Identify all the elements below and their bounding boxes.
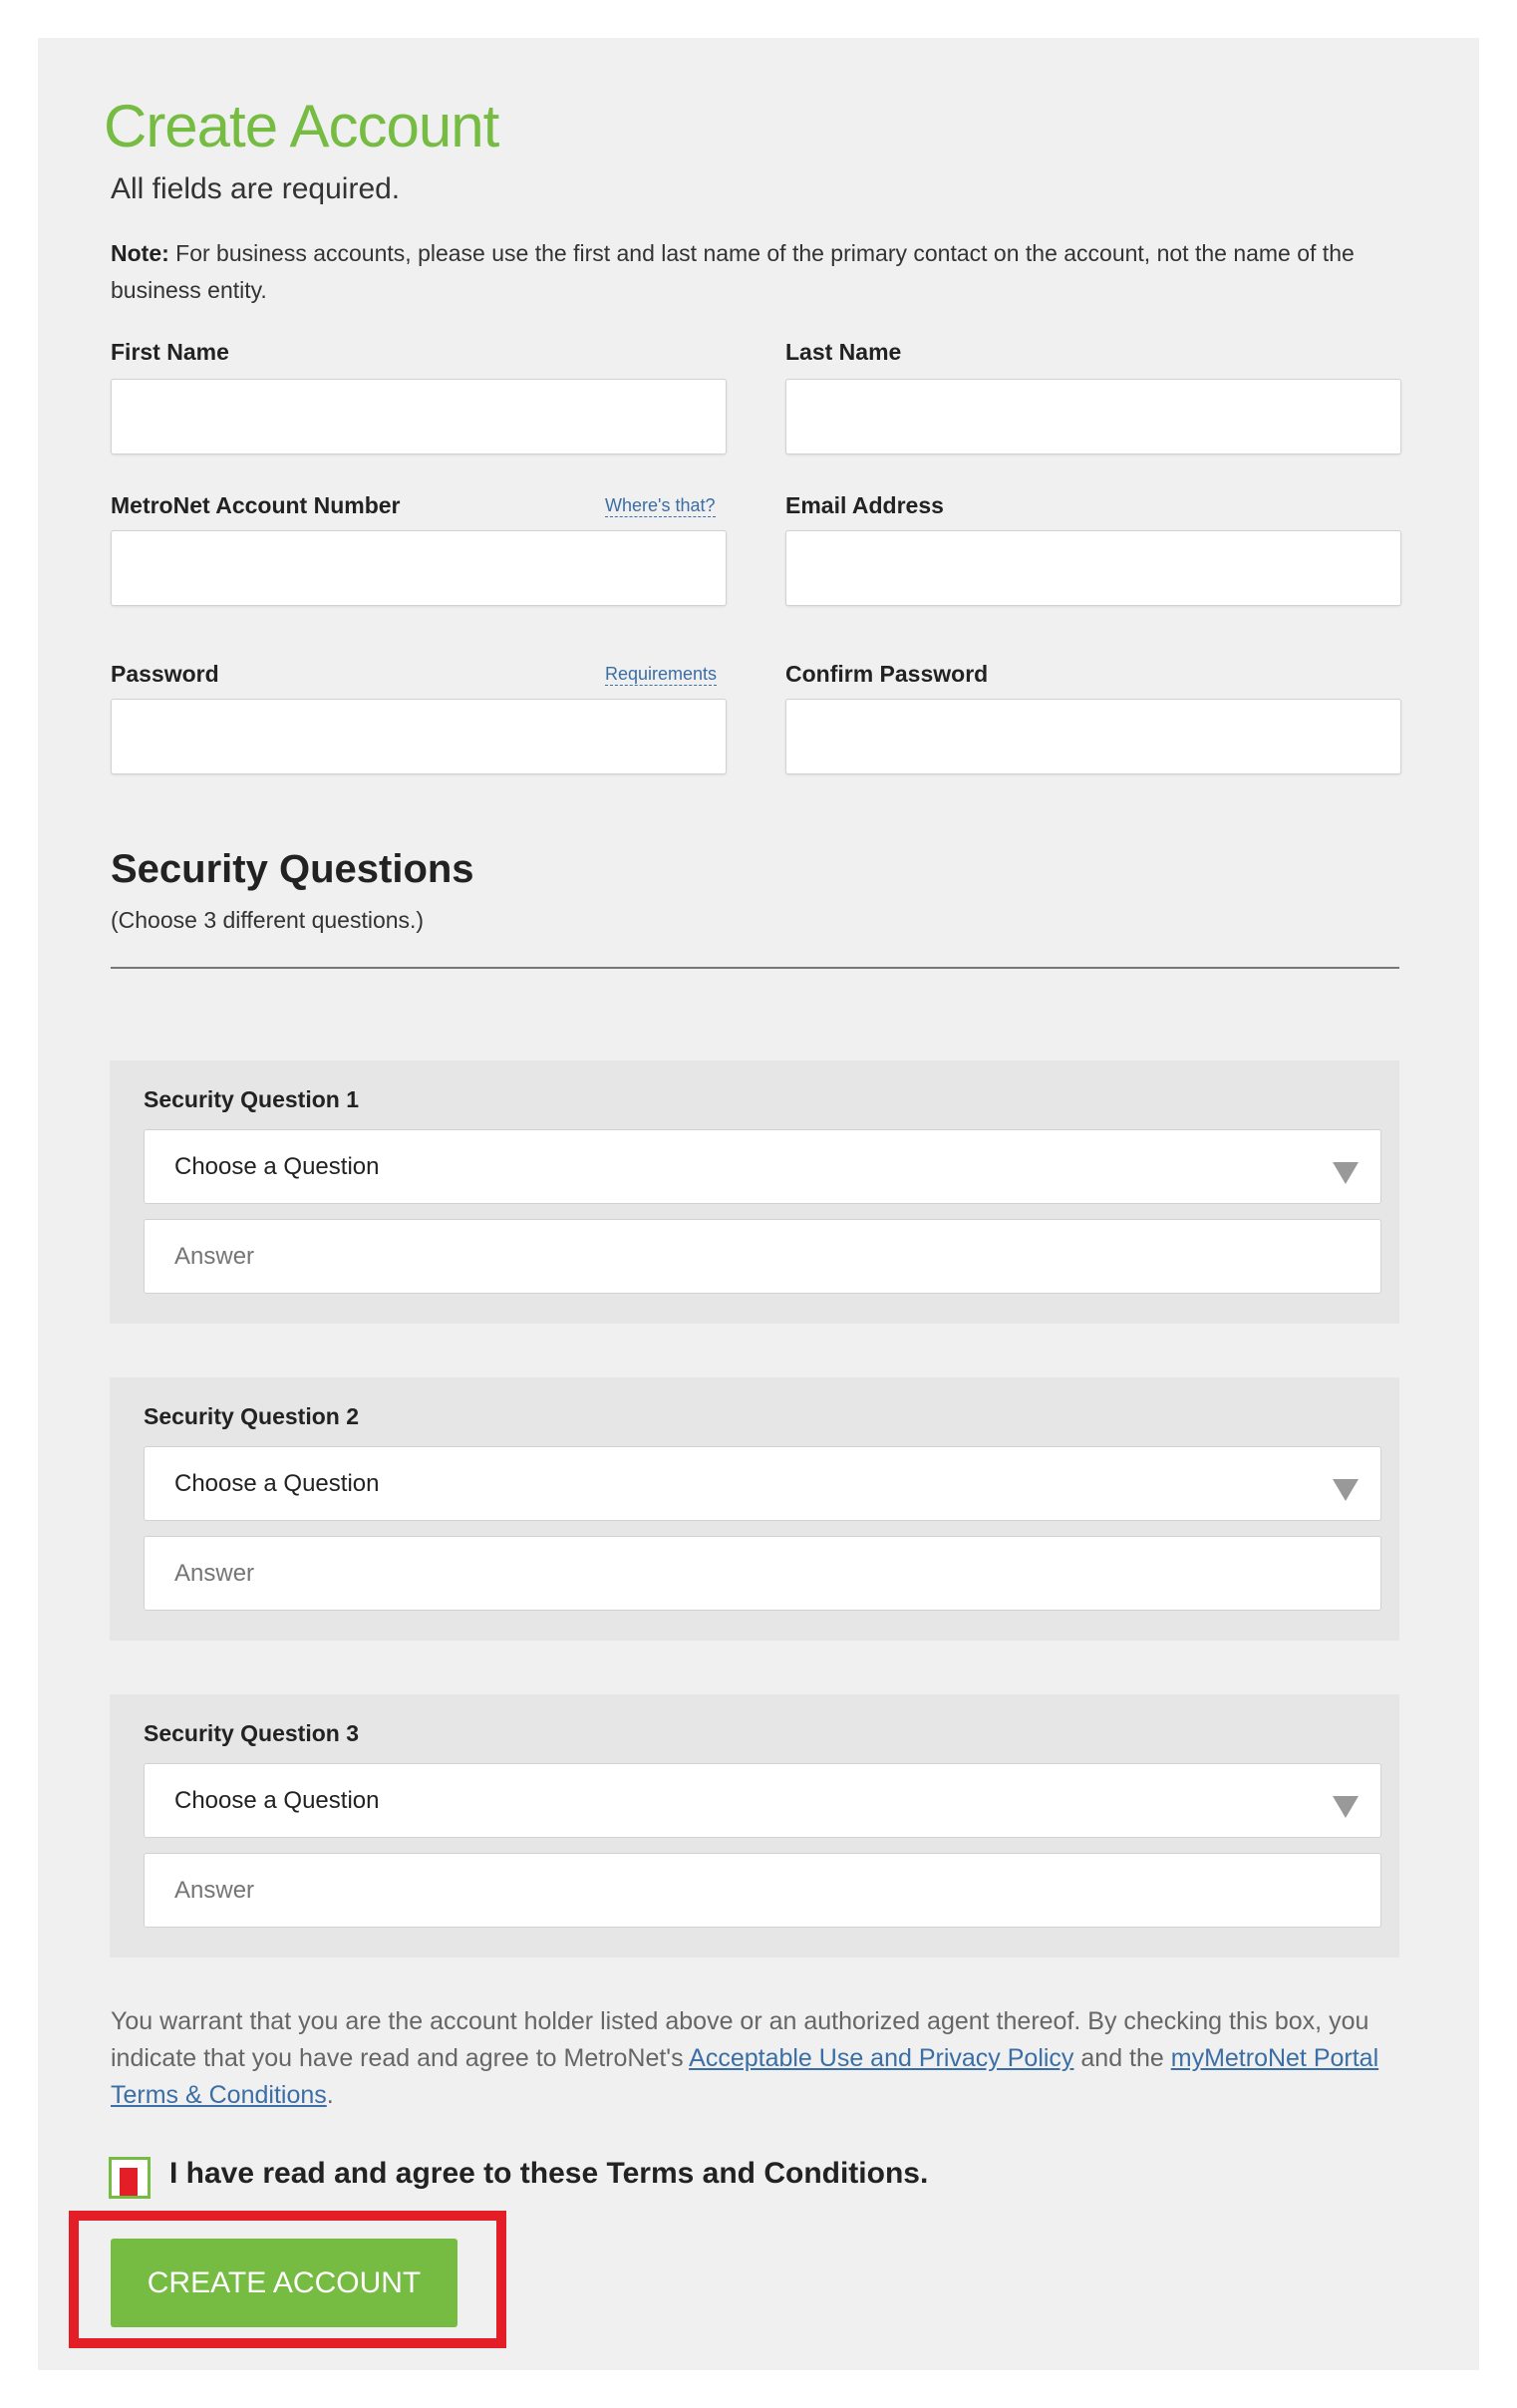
account-number-label: MetroNet Account Number [111, 492, 401, 518]
confirm-password-label: Confirm Password [785, 661, 989, 687]
first-name-input[interactable] [111, 379, 727, 454]
password-label: Password [111, 661, 219, 687]
note-text: For business accounts, please use the first and last name of the primary contact on the account, not the name of the business entity. [111, 240, 1355, 303]
account-number-input[interactable] [111, 530, 727, 606]
page-title: Create Account [104, 93, 499, 159]
requirements-link[interactable]: Requirements [605, 664, 718, 684]
privacy-policy-link[interactable]: Acceptable Use and Privacy Policy [689, 2044, 1074, 2072]
chevron-down-icon [1333, 1162, 1359, 1184]
question-select[interactable] [144, 1446, 1381, 1521]
chevron-down-icon [1333, 1479, 1359, 1501]
answer-input[interactable] [144, 1219, 1381, 1294]
create-account-button[interactable]: CREATE ACCOUNT [111, 2239, 457, 2327]
last-name-input[interactable] [785, 379, 1401, 454]
security-question-3 [110, 1694, 1399, 1957]
answer-input[interactable] [144, 1853, 1381, 1928]
select-value: Choose a Question [174, 1470, 380, 1497]
security-question-2 [110, 1377, 1399, 1641]
select-value: Choose a Question [174, 1153, 380, 1180]
password-input[interactable] [111, 699, 727, 774]
divider [111, 967, 1399, 969]
email-input[interactable] [785, 530, 1401, 606]
question-label: Security Question 1 [144, 1086, 360, 1112]
checkbox-mark [120, 2168, 138, 2196]
first-name-label: First Name [111, 339, 229, 365]
question-label: Security Question 3 [144, 1720, 360, 1746]
security-question-1 [110, 1060, 1399, 1324]
chevron-down-icon [1333, 1796, 1359, 1818]
answer-input[interactable] [144, 1536, 1381, 1611]
note-label: Note: [111, 240, 169, 266]
terms-checkbox-label[interactable]: I have read and agree to these Terms and Conditions. [169, 2157, 929, 2190]
confirm-password-input[interactable] [785, 699, 1401, 774]
security-heading: Security Questions [111, 847, 474, 891]
required-note: All fields are required. [111, 172, 401, 205]
terms-checkbox[interactable] [109, 2157, 151, 2199]
question-select[interactable] [144, 1763, 1381, 1838]
wheres-that-link[interactable]: Where's that? [605, 495, 716, 515]
terms-text-1: You warrant that you are the account holder listed above or an authorized agent thereof. By checking this box, you indicate that you have read and agree to MetroNet's [111, 2007, 1369, 2072]
email-label: Email Address [785, 492, 944, 518]
terms-text-3: . [326, 2081, 334, 2109]
last-name-label: Last Name [785, 339, 902, 365]
select-value: Choose a Question [174, 1787, 380, 1814]
business-note [111, 235, 1396, 309]
terms-text-2: and the [1073, 2044, 1171, 2072]
question-label: Security Question 2 [144, 1403, 360, 1429]
portal-terms-link[interactable]: myMetroNet Portal Terms & Conditions [111, 2044, 1379, 2109]
question-select[interactable] [144, 1129, 1381, 1204]
security-subtext: (Choose 3 different questions.) [111, 907, 425, 933]
terms-text [111, 2003, 1406, 2114]
